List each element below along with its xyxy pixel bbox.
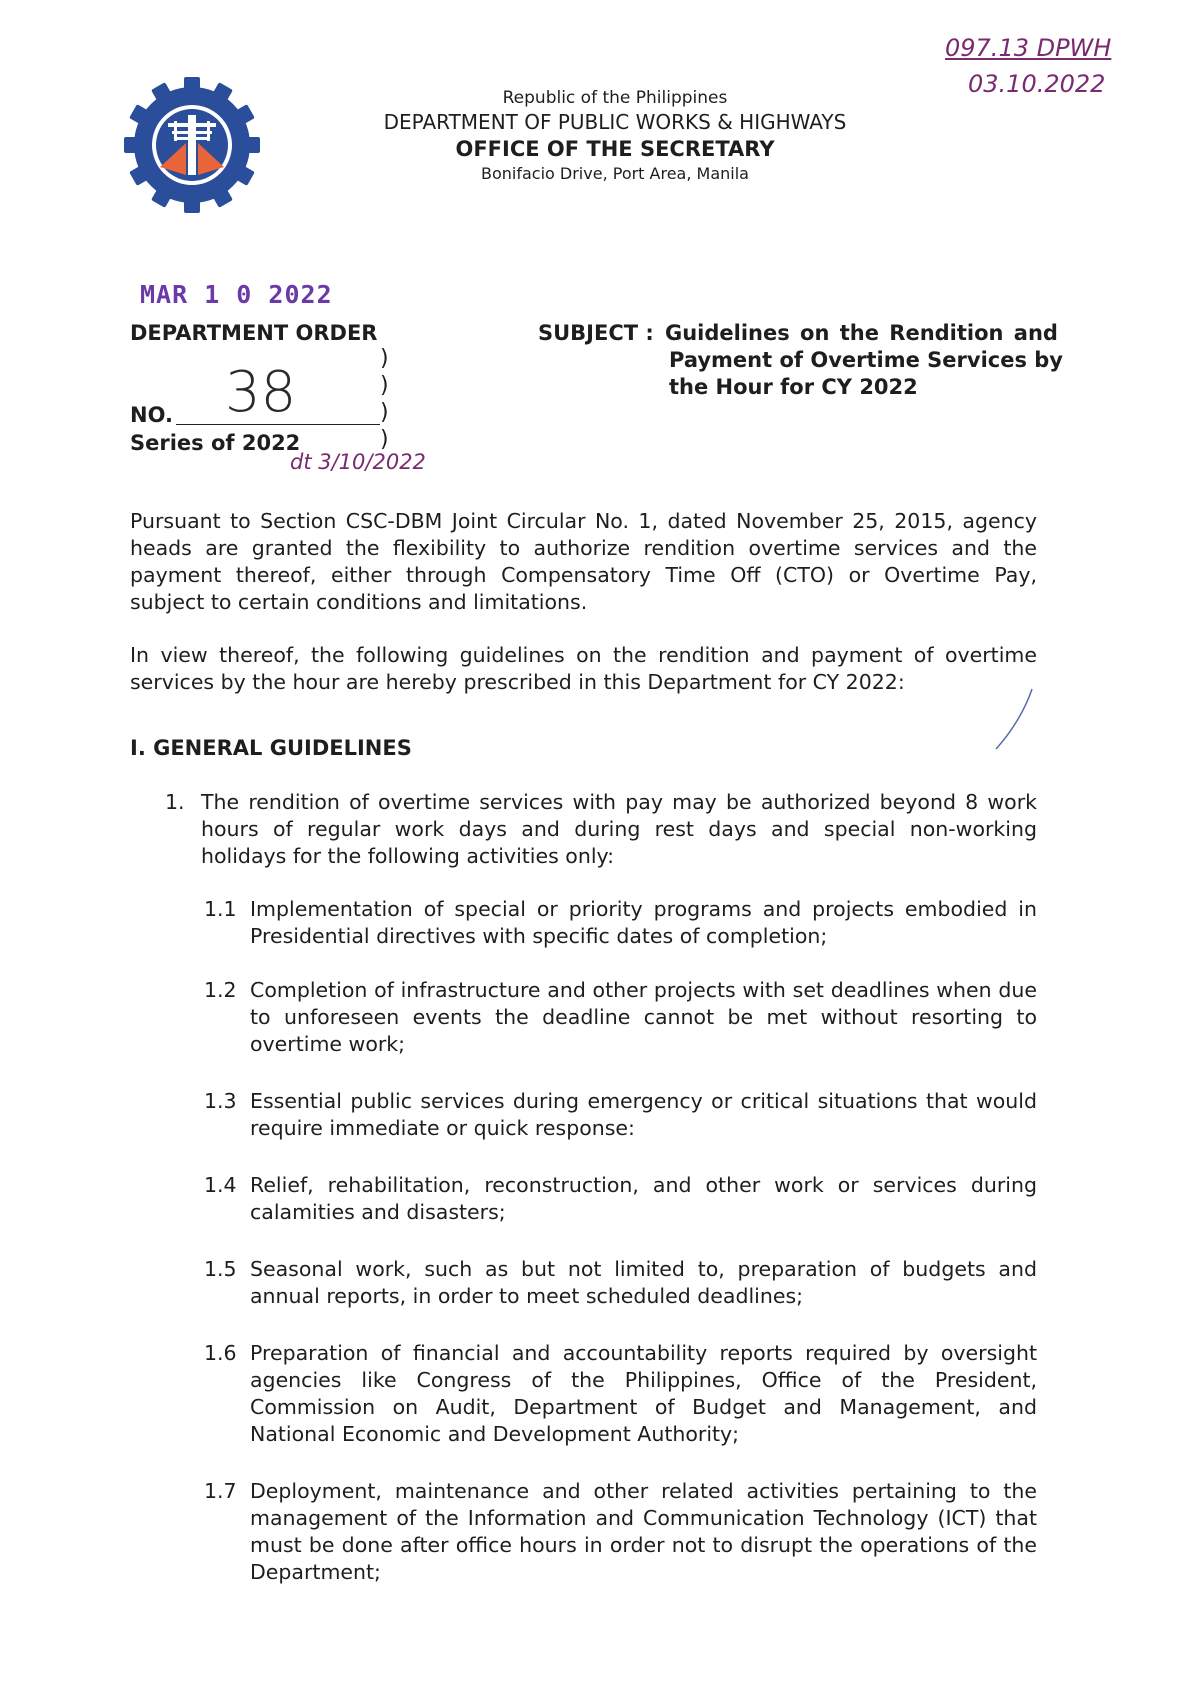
order-series: Series of 2022: [130, 431, 301, 455]
sub-item-1-1: 1.1 Implementation of special or priority programs and projects embodied in Presidential directives with specific dates of completion;: [204, 897, 1037, 948]
sub-item-1-2: 1.2 Completion of infrastructure and other projects with set deadlines when due to unforeseen events the deadline cannot be met without resorting to overtime work;: [204, 978, 1037, 1056]
subject-line3: the Hour for CY 2022: [669, 375, 918, 399]
sub-item-1-6: 1.6 Preparation of financial and accountability reports required by oversight agencies like Congress of the Philippines, Office of the President, Commission on Audit, Department of Budget and Management, and National Economic and Development Authority;: [204, 1341, 1037, 1446]
guideline-item-1-text: The rendition of overtime services with pay may be authorized beyond 8 work hours of regular work days and during rest days and special non-working holidays for the following activities only:: [201, 790, 1037, 868]
subject-line2: Payment of Overtime Services by: [669, 348, 1063, 372]
paragraph-view: In view thereof, the following guidelines on the rendition and payment of overtime services by the hour are hereby prescribed in this Department for CY 2022:: [130, 643, 1037, 694]
date-stamp: MAR 1 0 2022: [140, 280, 333, 309]
sub-item-1-7: 1.7 Deployment, maintenance and other related activities pertaining to the management of the Information and Communication Technology (ICT) that must be done after office hours in order not to disrupt the operations of the Department;: [204, 1479, 1037, 1584]
sub-item-1-4: 1.4 Relief, rehabilitation, reconstruction, and other work or services during calamities and disasters;: [204, 1173, 1037, 1224]
guideline-item-1-num: 1.: [165, 790, 185, 814]
guideline-item-1: [165, 789, 1037, 870]
header-department: DEPARTMENT OF PUBLIC WORKS & HIGHWAYS: [383, 110, 847, 134]
receipt-line1: 097.13 DPWH: [945, 34, 1112, 62]
sub-item-1-5: 1.5 Seasonal work, such as but not limited to, preparation of budgets and annual reports, in order to meet scheduled deadlines;: [204, 1257, 1037, 1308]
order-number: 38: [225, 360, 297, 425]
order-title: DEPARTMENT ORDER: [130, 321, 378, 345]
order-parens: ) ) ) ): [380, 346, 389, 452]
paragraph-intro: Pursuant to Section CSC-DBM Joint Circular No. 1, dated November 25, 2015, agency heads are granted the flexibility to authorize rendition overtime services and the payment thereof, either through Compensatory Time Off (CTO) or Overtime Pay, subject to certain conditions and limitations.: [130, 509, 1037, 614]
initial-mark: [990, 685, 1040, 759]
header-address: Bonifacio Drive, Port Area, Manila: [481, 164, 749, 183]
header-office: OFFICE OF THE SECRETARY: [455, 137, 775, 161]
receipt-line2: 03.10.2022: [968, 70, 1106, 98]
header-republic: Republic of the Philippines: [502, 88, 728, 108]
order-no-label: NO.: [130, 403, 173, 427]
dpwh-logo-icon: [122, 75, 262, 215]
sub-item-1-3: 1.3 Essential public services during emergency or critical situations that would require immediate or quick response:: [204, 1089, 1037, 1140]
order-handwritten-date: dt 3/10/2022: [290, 450, 426, 474]
subject-label: SUBJECT :: [538, 321, 654, 345]
subject-line1: Guidelines on the Rendition and: [665, 321, 1058, 345]
section-title: I. GENERAL GUIDELINES: [130, 736, 412, 760]
